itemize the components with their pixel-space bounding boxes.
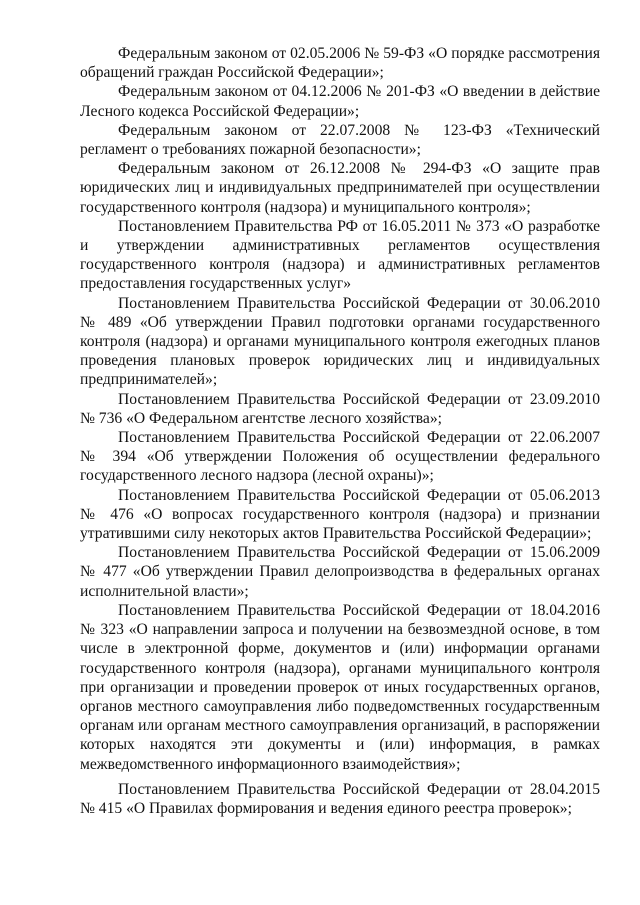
paragraph-decree-736: Постановлением Правительства Российской Федерации от 23.09.2010 № 736 «О Федеральном агентстве лесного хозяйства»; [80,390,600,427]
paragraph-decree-415: Постановлением Правительства Российской Федерации от 28.04.2015 № 415 «О Правилах формирования и ведения единого реестра проверок»; [80,780,600,817]
paragraph-law-294fz: Федеральным законом от 26.12.2008 № 294-ФЗ «О защите прав юридических лиц и индивидуальных предпринимателей при осуществлении государственного контроля (надзора) и муниципального контроля»; [80,160,600,216]
paragraph-decree-477: Постановлением Правительства Российской Федерации от 15.06.2009 № 477 «Об утверждении Правил делопроизводства в федеральных органах исполнительной власти»; [80,544,600,600]
paragraph-decree-394: Постановлением Правительства Российской Федерации от 22.06.2007 № 394 «Об утверждении Положения об осуществлении федерального государственного лесного надзора (лесной охраны)»; [80,429,600,485]
paragraph-decree-373: Постановлением Правительства РФ от 16.05.2011 № 373 «О разработке и утверждении административных регламентов осуществления государственного контроля (надзора) и административных регламентов предоставления государственных услуг» [80,217,600,293]
paragraph-decree-476: Постановлением Правительства Российской Федерации от 05.06.2013 № 476 «О вопросах государственного контроля (надзора) и признании утратившими силу некоторых актов Правительства Российской Федерации»; [80,486,600,543]
paragraph-decree-489: Постановлением Правительства Российской Федерации от 30.06.2010 № 489 «Об утверждении Правил подготовки органами государственного контроля (надзора) и органами муниципального контроля ежегодных планов проведения плановых проверок юридических лиц и индивидуальных предпринимателей»; [80,294,600,389]
paragraph-law-201fz: Федеральным законом от 04.12.2006 № 201-ФЗ «О введении в действие Лесного кодекса Российской Федерации»; [80,83,600,120]
paragraph-law-59fz: Федеральным законом от 02.05.2006 № 59-ФЗ «О порядке рассмотрения обращений граждан Российской Федерации»; [80,45,600,82]
paragraph-law-123fz: Федеральным законом от 22.07.2008 № 123-ФЗ «Технический регламент о требованиях пожарной безопасности»; [80,121,600,159]
document-page [80,44,600,818]
paragraph-decree-323: Постановлением Правительства Российской Федерации от 18.04.2016 № 323 «О направлении запроса и получении на безвозмездной основе, в том числе в электронной форме, документов и (или) информации органами государственного контроля (надзора), органами муниципального контроля при организации и проведении проверок от иных государственных органов, органов местного самоуправления либо подведомственных государственным органам или органам местного самоуправления организаций, в распоряжении которых находятся эти документы и (или) информация, в рамках межведомственного информационного взаимодействия»; [80,601,600,773]
